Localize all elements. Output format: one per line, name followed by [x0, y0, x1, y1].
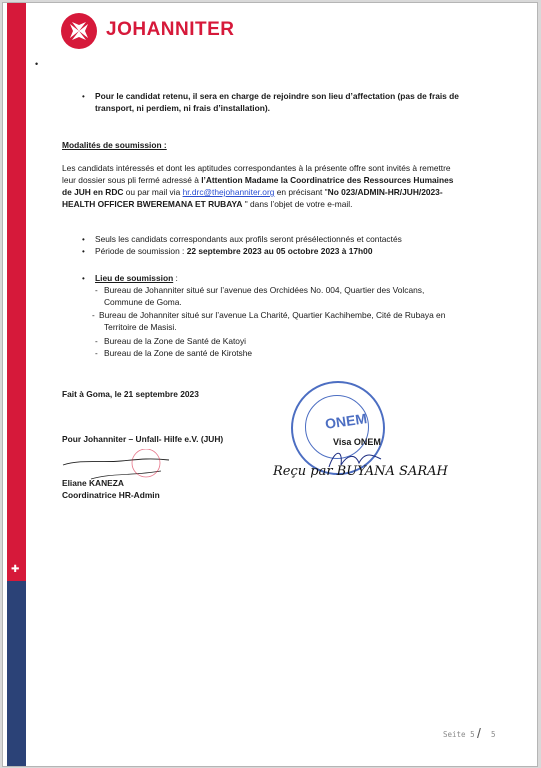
signatory-org: Pour Johanniter – Unfall- Hilfe e.V. (JUH): [62, 434, 224, 444]
bullet-icon: •: [82, 92, 85, 101]
document-page: [2, 2, 538, 767]
period-value: 22 septembre 2023 au 05 octobre 2023 à 17h00: [186, 246, 373, 256]
modalites-line-3: [62, 187, 443, 199]
lieu-item-1-line-2: Commune de Goma.: [104, 297, 182, 307]
lieu-item-4: Bureau de la Zone de santé de Kirotshe: [104, 348, 253, 358]
mark-dot: •: [35, 59, 39, 69]
side-cross-icon: ✚: [11, 564, 20, 575]
reference-title: HEALTH OFFICER BWEREMANA ET RUBAYA: [62, 199, 243, 209]
lieu-heading: [95, 273, 178, 285]
modalites-text: " dans l’objet de votre e-mail.: [242, 199, 353, 209]
retained-line-2: transport, ni perdiem, ni frais d’installation).: [95, 103, 270, 113]
bullet-icon: •: [82, 274, 85, 283]
dash-icon: -: [95, 349, 98, 358]
preselection-note: Seuls les candidats correspondants aux profils seront présélectionnés et contactés: [95, 234, 402, 244]
johanniter-logo: [61, 13, 97, 49]
page-number-current: Seite 5: [443, 730, 475, 739]
lieu-item-1-line-1: Bureau de Johanniter situé sur l’avenue des Orchidées No. 004, Quartier des Volcans,: [104, 285, 425, 295]
email-link[interactable]: hr.drc@thejohanniter.org: [182, 187, 275, 197]
retained-line-1: Pour le candidat retenu, il sera en charge de rejoindre son lieu d’affectation (pas de frais de: [95, 91, 459, 101]
lieu-item-3: Bureau de la Zone de Santé de Katoyi: [104, 336, 247, 346]
dash-icon: -: [92, 311, 95, 320]
modalites-text: ou par mail via: [123, 187, 183, 197]
page-number-total: 5: [491, 730, 496, 739]
maltese-cross-icon: [67, 19, 91, 43]
brand-name: JOHANNITER: [106, 19, 235, 40]
modalites-line-4: [62, 199, 352, 211]
period-label: Période de soumission :: [95, 246, 187, 256]
reference-number: No 023/ADMIN-HR/JUH/2023-: [327, 187, 443, 197]
page-number-separator: /: [477, 725, 481, 741]
modalites-line-2: [62, 175, 453, 187]
modalites-text: en précisant ": [274, 187, 328, 197]
bullet-icon: •: [82, 235, 85, 244]
modalites-line-1: Les candidats intéressés et dont les aptitudes correspondantes à la présente offre sont invités à remettre: [62, 163, 451, 173]
visa-label: Visa ONEM: [333, 437, 381, 447]
received-by: Reçu par BUYANA SARAH: [273, 464, 448, 479]
bullet-icon: •: [82, 247, 85, 256]
modalites-bold: l’Attention Madame la Coordinatrice des Ressources Humaines: [201, 175, 454, 185]
modalites-heading: Modalités de soumission :: [62, 140, 167, 150]
lieu-item-2-line-2: Territoire de Masisi.: [104, 322, 177, 332]
modalites-text: leur dossier sous pli fermé adressé à: [62, 175, 202, 185]
signatory-role: Coordinatrice HR-Admin: [62, 490, 160, 500]
modalites-bold: de JUH en RDC: [62, 187, 124, 197]
submission-period: [95, 246, 372, 258]
side-bar-red: [7, 3, 26, 581]
lieu-item-2-line-1: Bureau de Johanniter situé sur l’avenue La Charité, Quartier Kachihembe, Cité de Rubaya en: [99, 310, 446, 320]
lieu-colon: :: [173, 273, 178, 283]
side-bar-blue: [7, 581, 26, 766]
signatory-name: Eliane KANEZA: [62, 478, 124, 488]
dash-icon: -: [95, 337, 98, 346]
signature-icon: [61, 449, 171, 489]
dash-icon: -: [95, 286, 98, 295]
stamp-title: ONEM: [324, 410, 368, 432]
lieu-heading-text: Lieu de soumission: [95, 273, 174, 283]
date-line: Fait à Goma, le 21 septembre 2023: [62, 389, 199, 399]
